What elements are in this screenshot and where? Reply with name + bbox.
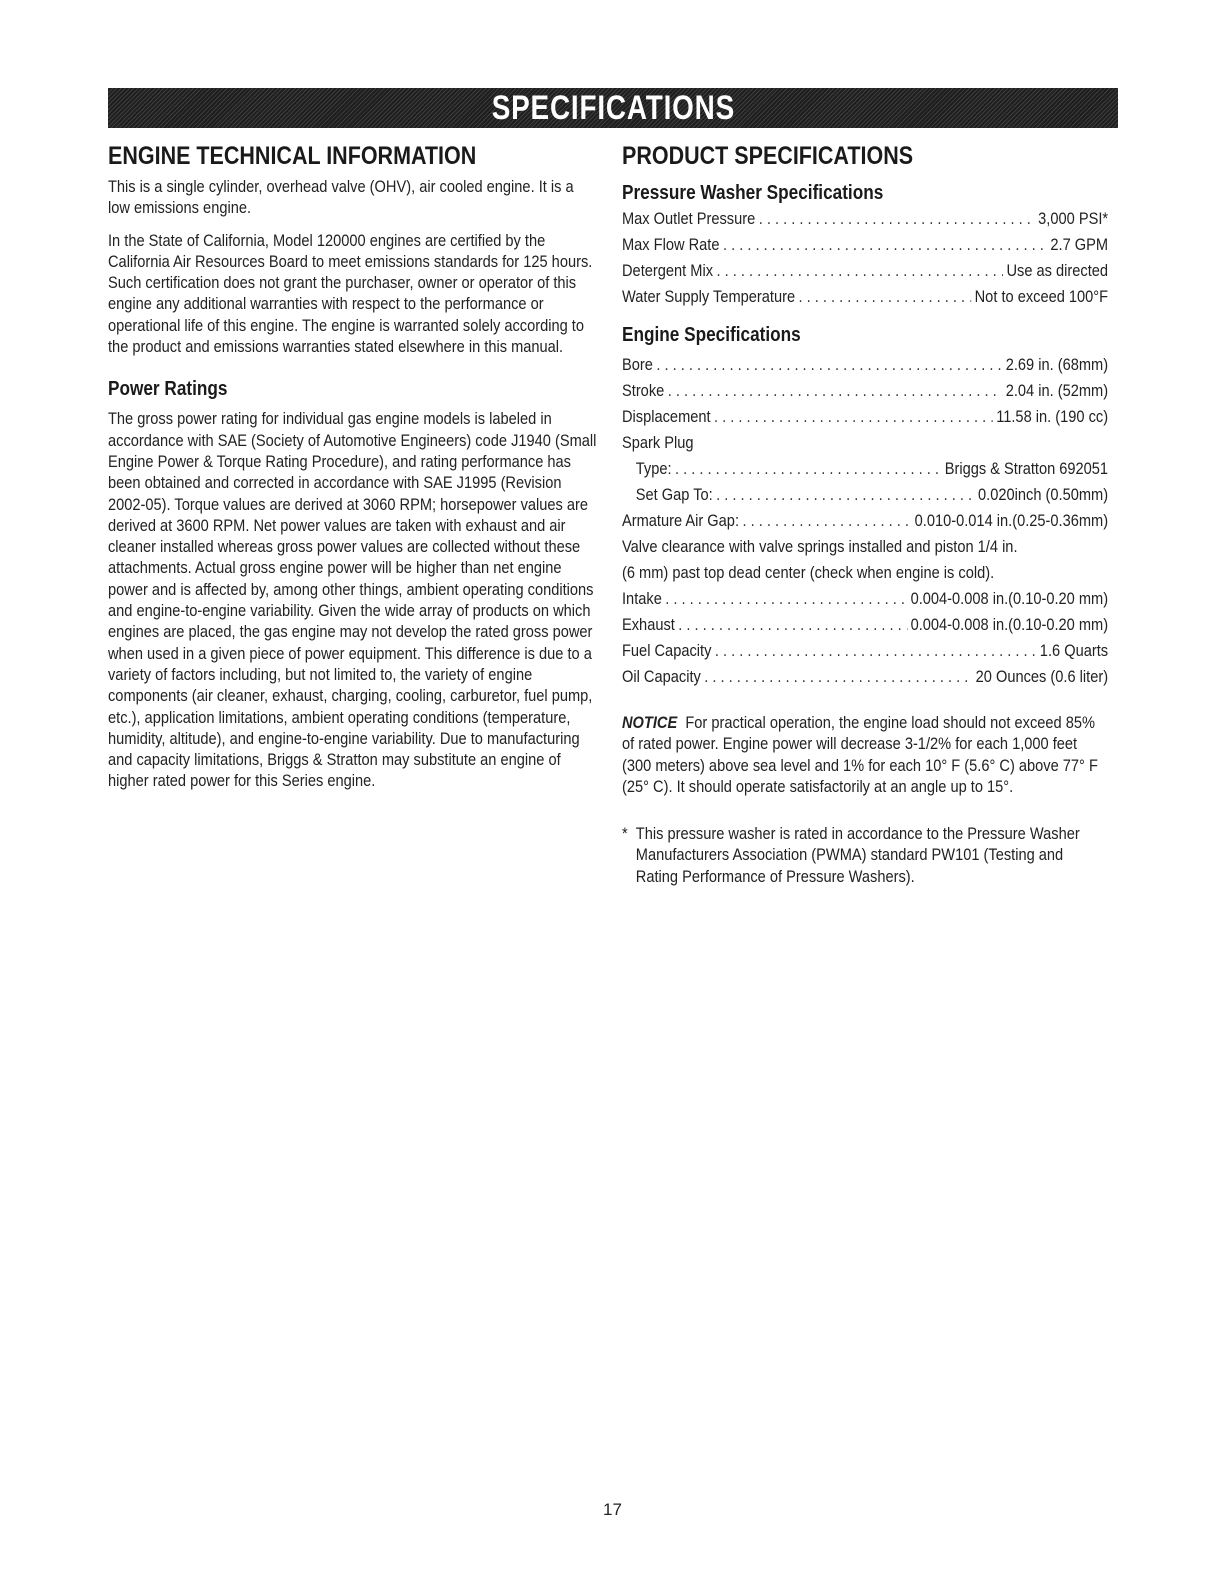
spec-row-exhaust: Exhaust . . . 0.004-0.008 in.(0.10-0.20 mm) — [622, 612, 1108, 638]
spec-row-max-outlet-pressure: Max Outlet Pressure . . . 3,000 PSI* — [622, 206, 1108, 232]
notice-paragraph — [622, 712, 1108, 797]
notice-text: For practical operation, the engine load should not exceed 85% of rated power. Engine power will decrease 3-1/2% for each 1,000 feet (300 meters) above sea level and 1% for each 10° F (5.6° C) above 77° F (25° C). It should operate satisfactorily at an angle up to 15°. — [622, 713, 1098, 796]
engine-technical-body — [108, 176, 598, 357]
california-paragraph: In the State of California, Model 120000 engines are certified by the California Air Resources Board to meet emissions standards for 125 hours. Such certification does not grant the purchaser, owner or operator of this engine any additional warranties with respect to the performance or operational life of this engine. The engine is warranted solely according to the product and emissions warranties stated elsewhere in this manual. — [108, 230, 593, 357]
power-ratings-heading: Power Ratings — [108, 378, 228, 401]
footnote-block — [622, 823, 1108, 887]
spec-row-bore: Bore . . . 2.69 in. (68mm) — [622, 352, 1108, 378]
notice-block — [622, 712, 1108, 797]
pressure-washer-specs — [622, 206, 1108, 310]
spec-row-max-flow-rate: Max Flow Rate . . . 2.7 GPM — [622, 232, 1108, 258]
banner-title: SPECIFICATIONS — [491, 88, 735, 127]
spec-row-displacement: Displacement . . . 11.58 in. (190 cc) — [622, 404, 1108, 430]
engine-intro-paragraph: This is a single cylinder, overhead valve (OHV), air cooled engine. It is a low emissions engine. — [108, 177, 574, 218]
page-number: 17 — [603, 1500, 622, 1519]
footnote-asterisk: * — [622, 824, 628, 844]
pwma-footnote — [622, 823, 1108, 887]
power-ratings-body — [108, 408, 598, 791]
valve-clearance-line-2: (6 mm) past top dead center (check when engine is cold). — [622, 563, 995, 582]
valve-clearance-line-1: Valve clearance with valve springs installed and piston 1/4 in. — [622, 537, 1018, 556]
spec-row-oil-capacity: Oil Capacity . . . 20 Ounces (0.6 liter) — [622, 664, 1108, 690]
engine-specs — [622, 352, 1108, 690]
specifications-banner — [108, 88, 1118, 128]
spec-row-spark-gap: Set Gap To: . . . 0.020inch (0.50mm) — [622, 482, 1108, 508]
spec-row-detergent-mix: Detergent Mix . . . Use as directed — [622, 258, 1108, 284]
product-specifications-column — [622, 140, 1108, 887]
power-ratings-paragraph: The gross power rating for individual gas engine models is labeled in accordance with SAE (Society of Automotive Engineers) code J1940 (Small Engine Power & Torque Rating Procedure), and rating performance has been obtained and corrected in accordance with SAE J1995 (Revision 2002-05). Torque values are derived at 3060 RPM; horsepower values are derived at 3600 RPM. Net power values are taken with exhaust and air cleaner installed whereas gross power values are collected without these attachments. Actual gross engine power will be higher than net engine power and is affected by, among other things, ambient operating conditions and engine-to-engine variability. Given the wide array of products on which engines are placed, the gas engine may not develop the rated gross power when used in a given piece of power equipment. This difference is due to a variety of factors including, but not limited to, the variety of engine components (air cleaner, exhaust, charging, cooling, carburetor, fuel pump, etc.), application limitations, ambient operating conditions (temperature, humidity, altitude), and engine-to-engine variability. Due to manufacturing and capacity limitations, Briggs & Stratton may substitute an engine of higher rated power for this Series engine. — [108, 409, 597, 791]
spec-row-spark-type: Type: . . . Briggs & Stratton 692051 — [622, 456, 1108, 482]
spec-row-stroke: Stroke . . . 2.04 in. (52mm) — [622, 378, 1108, 404]
spec-row-armature-air-gap: Armature Air Gap: . . . 0.010-0.014 in.(0.25-0.36mm) — [622, 508, 1108, 534]
footnote-text: This pressure washer is rated in accordance to the Pressure Washer Manufacturers Association (PWMA) standard PW101 (Testing and Rating Performance of Pressure Washers). — [635, 824, 1080, 886]
pressure-washer-heading: Pressure Washer Specifications — [622, 182, 884, 204]
spec-row-intake: Intake . . . 0.004-0.008 in.(0.10-0.20 mm) — [622, 586, 1108, 612]
spark-plug-label: Spark Plug — [622, 433, 694, 452]
engine-technical-heading: ENGINE TECHNICAL INFORMATION — [108, 142, 477, 170]
notice-label: NOTICE — [622, 713, 678, 732]
engine-technical-column — [108, 140, 598, 792]
product-specifications-heading: PRODUCT SPECIFICATIONS — [622, 142, 914, 170]
spec-row-water-supply-temperature: Water Supply Temperature . . . Not to exceed 100°F — [622, 284, 1108, 310]
engine-specifications-heading: Engine Specifications — [622, 324, 801, 346]
spec-row-fuel-capacity: Fuel Capacity . . . 1.6 Quarts — [622, 638, 1108, 664]
